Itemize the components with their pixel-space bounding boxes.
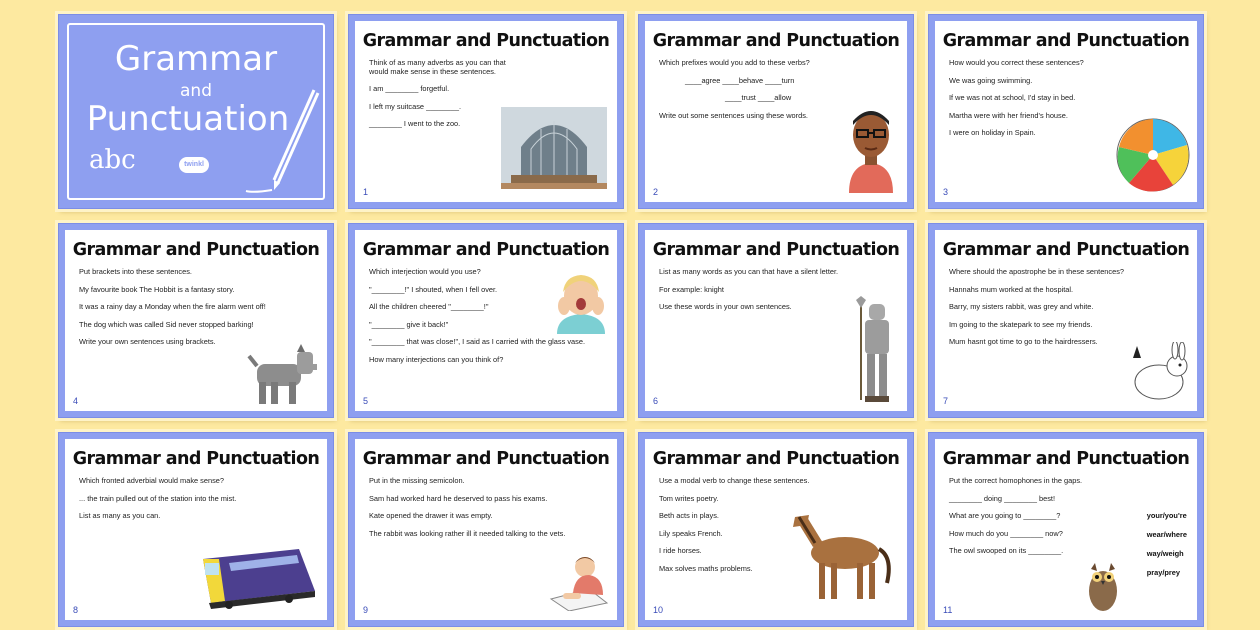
card-line: I ride horses.	[659, 546, 702, 556]
card-prompt: Where should the apostrophe be in these sentences?	[949, 267, 1125, 276]
card-number: 2	[653, 187, 659, 197]
card-2	[638, 14, 914, 209]
card-title: Grammar and Punctuation	[72, 449, 320, 469]
child-writing-icon	[549, 553, 611, 611]
card-prompt: List as many words as you can that have a silent letter.	[659, 267, 839, 276]
cover-title-grammar: Grammar	[114, 39, 278, 79]
card-10	[638, 432, 914, 627]
card-prompt: Put in the missing semicolon.	[369, 476, 465, 485]
card-line: Barry, my sisters rabbit, was grey and white.	[949, 302, 1094, 312]
card-line: The dog which was called Sid never stopped barking!	[79, 319, 254, 329]
card-line: How many interjections can you think of?	[369, 354, 504, 364]
boy-with-glasses-icon	[841, 103, 901, 193]
card-number: 11	[943, 605, 953, 615]
card-prompt: Which fronted adverbial would make sense?	[79, 476, 225, 485]
word-bank-item: way/weigh	[1146, 549, 1184, 558]
cover-card	[58, 14, 334, 209]
card-line: My favourite book The Hobbit is a fantasy story.	[79, 284, 235, 294]
card-line: Use these words in your own sentences.	[659, 302, 792, 312]
card-title: Grammar and Punctuation	[362, 240, 610, 260]
card-line: I were on holiday in Spain.	[949, 128, 1036, 138]
horse-icon	[787, 513, 897, 603]
card-number: 9	[363, 605, 369, 615]
card-line: The owl swooped on its ________.	[949, 546, 1064, 556]
card-line: What are you going to ________?	[949, 511, 1061, 521]
card-title: Grammar and Punctuation	[942, 240, 1190, 260]
card-line: Hannahs mum worked at the hospital.	[949, 284, 1074, 294]
card-line: Sam had worked hard he deserved to pass his exams.	[369, 493, 548, 503]
knight-in-armour-icon	[853, 296, 897, 404]
card-title: Grammar and Punctuation	[652, 31, 900, 51]
card-line: "________ that was close!", I said as I carried with the glass vase.	[369, 337, 585, 347]
card-title: Grammar and Punctuation	[72, 240, 320, 260]
card-line: Write out some sentences using these words.	[659, 110, 808, 120]
card-title: Grammar and Punctuation	[942, 449, 1190, 469]
card-title: Grammar and Punctuation	[652, 240, 900, 260]
card-1	[348, 14, 624, 209]
card-number: 7	[943, 396, 949, 406]
card-line: All the children cheered "________!"	[369, 302, 489, 312]
owl-icon	[1083, 559, 1123, 615]
card-number: 5	[363, 396, 369, 406]
pencil-icon	[244, 85, 324, 195]
card-title: Grammar and Punctuation	[362, 449, 610, 469]
card-4	[58, 223, 334, 418]
card-line: Kate opened the drawer it was empty.	[369, 511, 493, 521]
card-prompt: Which prefixes would you add to these verbs?	[659, 58, 810, 67]
card-title: Grammar and Punctuation	[652, 449, 900, 469]
card-line: ________ I went to the zoo.	[369, 119, 461, 129]
card-line: If we was not at school, I'd stay in bed.	[949, 93, 1076, 103]
card-prompt: Put the correct homophones in the gaps.	[949, 476, 1083, 485]
terrier-dog-icon	[243, 344, 319, 406]
card-line: The rabbit was looking rather ill it needed talking to the vets.	[369, 528, 566, 538]
card-number: 4	[73, 396, 79, 406]
card-prompt: Which interjection would you use?	[369, 267, 481, 276]
word-bank-item: your/you're	[1146, 511, 1187, 520]
card-9	[348, 432, 624, 627]
card-line: I am ________ forgetful.	[369, 84, 450, 94]
card-title: Grammar and Punctuation	[942, 31, 1190, 51]
card-number: 3	[943, 187, 949, 197]
card-line: Martha were with her friend's house.	[949, 110, 1068, 120]
card-line: ... the train pulled out of the station into the mist.	[79, 493, 237, 503]
cover-title-and: and	[180, 81, 212, 101]
card-line: Im going to the skatepark to see my friends.	[949, 319, 1093, 329]
card-line: How much do you ________ now?	[949, 528, 1063, 538]
card-line: Write your own sentences using brackets.	[79, 337, 216, 347]
word-bank-item: wear/where	[1146, 530, 1187, 539]
cover-title-punctuation: Punctuation	[86, 99, 290, 139]
greenhouse-building-icon	[501, 107, 607, 189]
card-line: ____trust ____allow	[725, 93, 792, 103]
card-line: ________ doing ________ best!	[949, 493, 1056, 503]
train-icon	[189, 539, 319, 611]
card-line: "________ give it back!"	[369, 319, 449, 329]
card-line: Tom writes poetry.	[659, 493, 719, 503]
card-line: Beth acts in plays.	[659, 511, 719, 521]
card-number: 6	[653, 396, 659, 406]
card-grid	[58, 14, 1204, 627]
card-line: Max solves maths problems.	[659, 563, 753, 573]
word-bank-item: pray/prey	[1146, 568, 1181, 577]
card-line: List as many as you can.	[79, 511, 161, 521]
card-line: We was going swimming.	[949, 75, 1033, 85]
word-bank	[1147, 511, 1187, 587]
twinkl-logo: twinkl	[179, 157, 209, 173]
card-5	[348, 223, 624, 418]
card-number: 8	[73, 605, 79, 615]
card-prompt: Use a modal verb to change these sentences.	[659, 476, 810, 485]
card-6	[638, 223, 914, 418]
card-number: 10	[653, 605, 664, 615]
shouting-child-icon	[551, 270, 611, 334]
card-7	[928, 223, 1204, 418]
card-line: Mum hasnt got time to go to the hairdressers.	[949, 337, 1098, 347]
card-line: "________!" I shouted, when I fell over.	[369, 284, 498, 294]
card-11	[928, 432, 1204, 627]
card-line: I left my suitcase ________.	[369, 101, 462, 111]
white-rabbit-icon	[1125, 342, 1191, 402]
card-3	[928, 14, 1204, 209]
card-8	[58, 432, 334, 627]
card-line: It was a rainy day a Monday when the fire alarm went off!	[79, 302, 266, 312]
card-line: Lily speaks French.	[659, 528, 723, 538]
card-prompt: How would you correct these sentences?	[949, 58, 1084, 67]
card-line: ____agree ____behave ____turn	[685, 75, 795, 85]
card-prompt: Think of as many adverbs as you can that would make sense in these sentences.	[369, 58, 506, 76]
beach-ball-icon	[1115, 117, 1191, 193]
cover-abc-letters: abc	[89, 145, 136, 175]
card-title: Grammar and Punctuation	[362, 31, 610, 51]
card-number: 1	[363, 187, 369, 197]
card-prompt: Put brackets into these sentences.	[79, 267, 192, 276]
card-line: For example: knight	[659, 284, 724, 294]
